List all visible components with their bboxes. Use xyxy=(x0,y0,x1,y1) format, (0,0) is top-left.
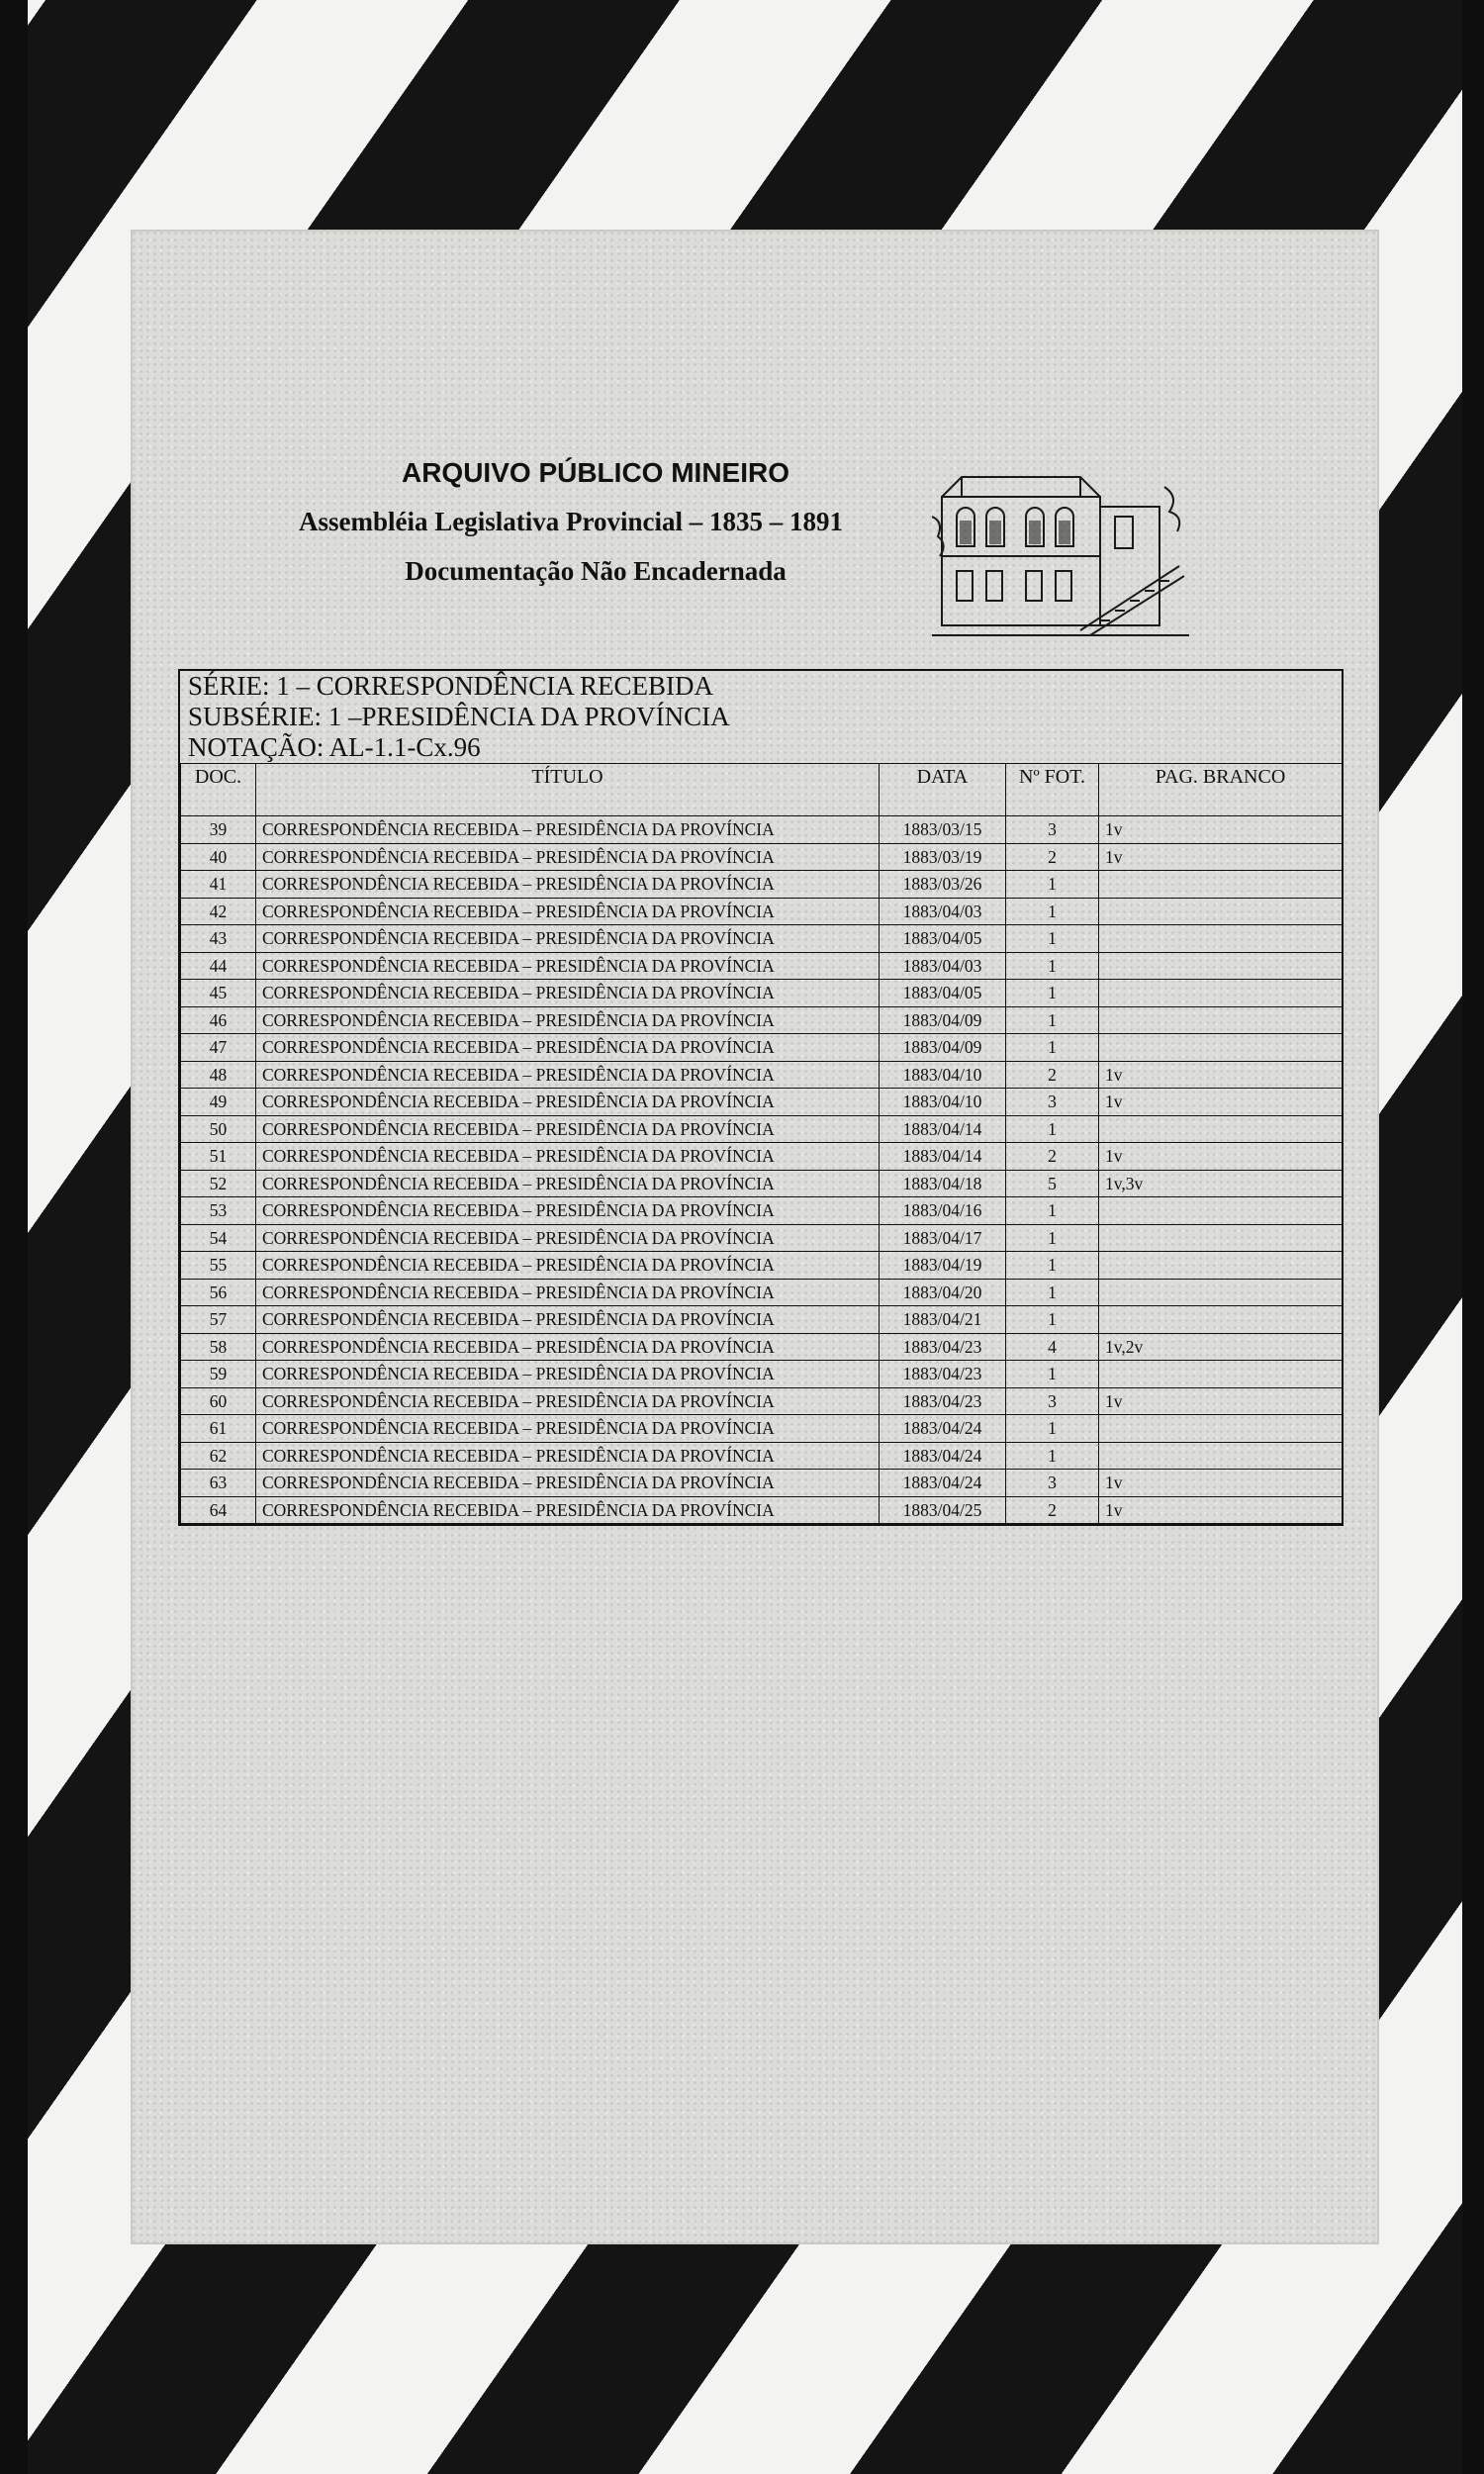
table-row xyxy=(181,1306,1343,1334)
table-row xyxy=(181,1361,1343,1388)
date-cell: 1883/03/19 xyxy=(880,843,1006,871)
doc-number-cell: 49 xyxy=(181,1089,256,1116)
date-cell: 1883/04/18 xyxy=(880,1170,1006,1197)
photo-count-cell: 2 xyxy=(1006,1143,1099,1171)
photo-count-cell: 4 xyxy=(1006,1333,1099,1361)
photo-count-cell: 1 xyxy=(1006,1197,1099,1225)
table-row xyxy=(181,1115,1343,1143)
date-cell: 1883/04/10 xyxy=(880,1089,1006,1116)
archive-name: ARQUIVO PÚBLICO MINEIRO xyxy=(401,457,789,488)
table-row xyxy=(181,898,1343,925)
header-doc: DOC. xyxy=(181,764,256,816)
date-cell: 1883/04/17 xyxy=(880,1224,1006,1252)
photo-count-cell: 1 xyxy=(1006,1034,1099,1062)
assembly-subtitle: Assembléia Legislativa Provincial – 1835 – 1891 xyxy=(299,507,843,536)
table-row xyxy=(181,925,1343,953)
title-cell: CORRESPONDÊNCIA RECEBIDA – PRESIDÊNCIA DA PROVÍNCIA xyxy=(256,1115,880,1143)
date-cell: 1883/04/05 xyxy=(880,980,1006,1007)
date-cell: 1883/04/16 xyxy=(880,1197,1006,1225)
table-row xyxy=(181,980,1343,1007)
doc-number-cell: 54 xyxy=(181,1224,256,1252)
photo-count-cell: 5 xyxy=(1006,1170,1099,1197)
table-row xyxy=(181,1415,1343,1443)
date-cell: 1883/04/09 xyxy=(880,1006,1006,1034)
table-header-row xyxy=(181,764,1343,816)
table-row xyxy=(181,843,1343,871)
title-cell: CORRESPONDÊNCIA RECEBIDA – PRESIDÊNCIA DA PROVÍNCIA xyxy=(256,1170,880,1197)
photo-count-cell: 1 xyxy=(1006,898,1099,925)
table-row xyxy=(181,1197,1343,1225)
date-cell: 1883/04/14 xyxy=(880,1143,1006,1171)
doc-number-cell: 55 xyxy=(181,1252,256,1280)
blank-pages-cell: 1v xyxy=(1099,1387,1343,1415)
table-row xyxy=(181,1061,1343,1089)
photo-count-cell: 1 xyxy=(1006,1415,1099,1443)
photo-count-cell: 2 xyxy=(1006,1061,1099,1089)
title-cell: CORRESPONDÊNCIA RECEBIDA – PRESIDÊNCIA DA PROVÍNCIA xyxy=(256,1415,880,1443)
blank-pages-cell xyxy=(1099,1306,1343,1334)
doc-number-cell: 48 xyxy=(181,1061,256,1089)
inventory-block xyxy=(178,669,1344,1526)
header-fot: Nº FOT. xyxy=(1006,764,1099,816)
table-row xyxy=(181,1442,1343,1470)
title-cell: CORRESPONDÊNCIA RECEBIDA – PRESIDÊNCIA DA PROVÍNCIA xyxy=(256,1006,880,1034)
doc-number-cell: 43 xyxy=(181,925,256,953)
blank-pages-cell xyxy=(1099,1006,1343,1034)
photo-count-cell: 1 xyxy=(1006,1252,1099,1280)
doc-number-cell: 60 xyxy=(181,1387,256,1415)
doc-number-cell: 64 xyxy=(181,1496,256,1524)
photo-count-cell: 3 xyxy=(1006,1387,1099,1415)
photo-count-cell: 3 xyxy=(1006,1089,1099,1116)
doc-number-cell: 50 xyxy=(181,1115,256,1143)
table-row xyxy=(181,816,1343,844)
title-cell: CORRESPONDÊNCIA RECEBIDA – PRESIDÊNCIA DA PROVÍNCIA xyxy=(256,980,880,1007)
date-cell: 1883/04/23 xyxy=(880,1387,1006,1415)
blank-pages-cell: 1v,2v xyxy=(1099,1333,1343,1361)
table-body xyxy=(181,816,1343,1524)
photo-count-cell: 1 xyxy=(1006,1306,1099,1334)
doc-number-cell: 45 xyxy=(181,980,256,1007)
title-cell: CORRESPONDÊNCIA RECEBIDA – PRESIDÊNCIA DA PROVÍNCIA xyxy=(256,871,880,899)
table-row xyxy=(181,1279,1343,1306)
blank-pages-cell: 1v xyxy=(1099,1089,1343,1116)
blank-pages-cell xyxy=(1099,1279,1343,1306)
archive-building-illustration xyxy=(932,447,1189,645)
blank-pages-cell xyxy=(1099,1361,1343,1388)
blank-pages-cell xyxy=(1099,1415,1343,1443)
table-row xyxy=(181,1496,1343,1524)
title-cell: CORRESPONDÊNCIA RECEBIDA – PRESIDÊNCIA DA PROVÍNCIA xyxy=(256,1496,880,1524)
document-sheet xyxy=(131,230,1379,2244)
date-cell: 1883/04/24 xyxy=(880,1415,1006,1443)
table-row xyxy=(181,1252,1343,1280)
title-cell: CORRESPONDÊNCIA RECEBIDA – PRESIDÊNCIA DA PROVÍNCIA xyxy=(256,1387,880,1415)
photo-count-cell: 1 xyxy=(1006,1442,1099,1470)
table-row xyxy=(181,1470,1343,1497)
doc-number-cell: 51 xyxy=(181,1143,256,1171)
date-cell: 1883/04/03 xyxy=(880,952,1006,980)
doc-number-cell: 59 xyxy=(181,1361,256,1388)
title-cell: CORRESPONDÊNCIA RECEBIDA – PRESIDÊNCIA DA PROVÍNCIA xyxy=(256,1034,880,1062)
photo-count-cell: 2 xyxy=(1006,843,1099,871)
date-cell: 1883/04/23 xyxy=(880,1333,1006,1361)
photo-count-cell: 1 xyxy=(1006,1224,1099,1252)
table-row xyxy=(181,1170,1343,1197)
doc-number-cell: 40 xyxy=(181,843,256,871)
blank-pages-cell xyxy=(1099,1034,1343,1062)
table-row xyxy=(181,1333,1343,1361)
blank-pages-cell xyxy=(1099,1224,1343,1252)
date-cell: 1883/04/24 xyxy=(880,1442,1006,1470)
date-cell: 1883/04/09 xyxy=(880,1034,1006,1062)
date-cell: 1883/04/25 xyxy=(880,1496,1006,1524)
title-cell: CORRESPONDÊNCIA RECEBIDA – PRESIDÊNCIA DA PROVÍNCIA xyxy=(256,816,880,844)
doc-number-cell: 41 xyxy=(181,871,256,899)
date-cell: 1883/03/26 xyxy=(880,871,1006,899)
date-cell: 1883/04/21 xyxy=(880,1306,1006,1334)
date-cell: 1883/04/10 xyxy=(880,1061,1006,1089)
photo-count-cell: 1 xyxy=(1006,1006,1099,1034)
inventory-table xyxy=(180,763,1343,1524)
title-cell: CORRESPONDÊNCIA RECEBIDA – PRESIDÊNCIA DA PROVÍNCIA xyxy=(256,1361,880,1388)
title-cell: CORRESPONDÊNCIA RECEBIDA – PRESIDÊNCIA DA PROVÍNCIA xyxy=(256,1089,880,1116)
table-row xyxy=(181,871,1343,899)
notacao-label: NOTAÇÃO: AL-1.1-Cx.96 xyxy=(188,732,481,762)
blank-pages-cell: 1v xyxy=(1099,843,1343,871)
photo-count-cell: 1 xyxy=(1006,925,1099,953)
blank-pages-cell xyxy=(1099,1252,1343,1280)
photo-count-cell: 1 xyxy=(1006,952,1099,980)
header-data: DATA xyxy=(880,764,1006,816)
date-cell: 1883/04/24 xyxy=(880,1470,1006,1497)
table-row xyxy=(181,1089,1343,1116)
table-row xyxy=(181,952,1343,980)
blank-pages-cell: 1v,3v xyxy=(1099,1170,1343,1197)
doc-number-cell: 62 xyxy=(181,1442,256,1470)
subserie-label: SUBSÉRIE: 1 –PRESIDÊNCIA DA PROVÍNCIA xyxy=(188,702,730,731)
title-cell: CORRESPONDÊNCIA RECEBIDA – PRESIDÊNCIA DA PROVÍNCIA xyxy=(256,898,880,925)
blank-pages-cell xyxy=(1099,925,1343,953)
table-row xyxy=(181,1224,1343,1252)
table-row xyxy=(181,1034,1343,1062)
doc-number-cell: 63 xyxy=(181,1470,256,1497)
title-cell: CORRESPONDÊNCIA RECEBIDA – PRESIDÊNCIA DA PROVÍNCIA xyxy=(256,1224,880,1252)
header-branco: PAG. BRANCO xyxy=(1099,764,1343,816)
doc-number-cell: 56 xyxy=(181,1279,256,1306)
photo-count-cell: 2 xyxy=(1006,1496,1099,1524)
photo-count-cell: 3 xyxy=(1006,1470,1099,1497)
doc-number-cell: 58 xyxy=(181,1333,256,1361)
title-cell: CORRESPONDÊNCIA RECEBIDA – PRESIDÊNCIA DA PROVÍNCIA xyxy=(256,843,880,871)
date-cell: 1883/04/23 xyxy=(880,1361,1006,1388)
doc-number-cell: 47 xyxy=(181,1034,256,1062)
title-cell: CORRESPONDÊNCIA RECEBIDA – PRESIDÊNCIA DA PROVÍNCIA xyxy=(256,1252,880,1280)
date-cell: 1883/03/15 xyxy=(880,816,1006,844)
blank-pages-cell xyxy=(1099,952,1343,980)
title-cell: CORRESPONDÊNCIA RECEBIDA – PRESIDÊNCIA DA PROVÍNCIA xyxy=(256,1306,880,1334)
blank-pages-cell xyxy=(1099,871,1343,899)
blank-pages-cell: 1v xyxy=(1099,816,1343,844)
title-cell: CORRESPONDÊNCIA RECEBIDA – PRESIDÊNCIA DA PROVÍNCIA xyxy=(256,925,880,953)
photo-count-cell: 1 xyxy=(1006,1115,1099,1143)
table-row xyxy=(181,1143,1343,1171)
header-titulo: TÍTULO xyxy=(256,764,880,816)
serie-label: SÉRIE: 1 – CORRESPONDÊNCIA RECEBIDA xyxy=(188,671,714,701)
doc-number-cell: 39 xyxy=(181,816,256,844)
blank-pages-cell: 1v xyxy=(1099,1470,1343,1497)
photo-count-cell: 1 xyxy=(1006,1361,1099,1388)
date-cell: 1883/04/14 xyxy=(880,1115,1006,1143)
date-cell: 1883/04/05 xyxy=(880,925,1006,953)
photo-count-cell: 1 xyxy=(1006,980,1099,1007)
blank-pages-cell: 1v xyxy=(1099,1496,1343,1524)
table-row xyxy=(181,1387,1343,1415)
photo-count-cell: 3 xyxy=(1006,816,1099,844)
doc-number-cell: 44 xyxy=(181,952,256,980)
doc-number-cell: 52 xyxy=(181,1170,256,1197)
doc-number-cell: 57 xyxy=(181,1306,256,1334)
date-cell: 1883/04/19 xyxy=(880,1252,1006,1280)
title-cell: CORRESPONDÊNCIA RECEBIDA – PRESIDÊNCIA DA PROVÍNCIA xyxy=(256,952,880,980)
title-cell: CORRESPONDÊNCIA RECEBIDA – PRESIDÊNCIA DA PROVÍNCIA xyxy=(256,1143,880,1171)
title-cell: CORRESPONDÊNCIA RECEBIDA – PRESIDÊNCIA DA PROVÍNCIA xyxy=(256,1333,880,1361)
blank-pages-cell: 1v xyxy=(1099,1143,1343,1171)
collection-subtitle: Documentação Não Encadernada xyxy=(405,556,787,586)
title-cell: CORRESPONDÊNCIA RECEBIDA – PRESIDÊNCIA DA PROVÍNCIA xyxy=(256,1061,880,1089)
blank-pages-cell xyxy=(1099,1442,1343,1470)
blank-pages-cell: 1v xyxy=(1099,1061,1343,1089)
photo-count-cell: 1 xyxy=(1006,871,1099,899)
doc-number-cell: 46 xyxy=(181,1006,256,1034)
date-cell: 1883/04/03 xyxy=(880,898,1006,925)
doc-number-cell: 53 xyxy=(181,1197,256,1225)
doc-number-cell: 42 xyxy=(181,898,256,925)
title-cell: CORRESPONDÊNCIA RECEBIDA – PRESIDÊNCIA DA PROVÍNCIA xyxy=(256,1197,880,1225)
photo-count-cell: 1 xyxy=(1006,1279,1099,1306)
title-cell: CORRESPONDÊNCIA RECEBIDA – PRESIDÊNCIA DA PROVÍNCIA xyxy=(256,1279,880,1306)
blank-pages-cell xyxy=(1099,1197,1343,1225)
title-cell: CORRESPONDÊNCIA RECEBIDA – PRESIDÊNCIA DA PROVÍNCIA xyxy=(256,1442,880,1470)
blank-pages-cell xyxy=(1099,898,1343,925)
doc-number-cell: 61 xyxy=(181,1415,256,1443)
date-cell: 1883/04/20 xyxy=(880,1279,1006,1306)
blank-pages-cell xyxy=(1099,1115,1343,1143)
table-row xyxy=(181,1006,1343,1034)
title-cell: CORRESPONDÊNCIA RECEBIDA – PRESIDÊNCIA DA PROVÍNCIA xyxy=(256,1470,880,1497)
blank-pages-cell xyxy=(1099,980,1343,1007)
